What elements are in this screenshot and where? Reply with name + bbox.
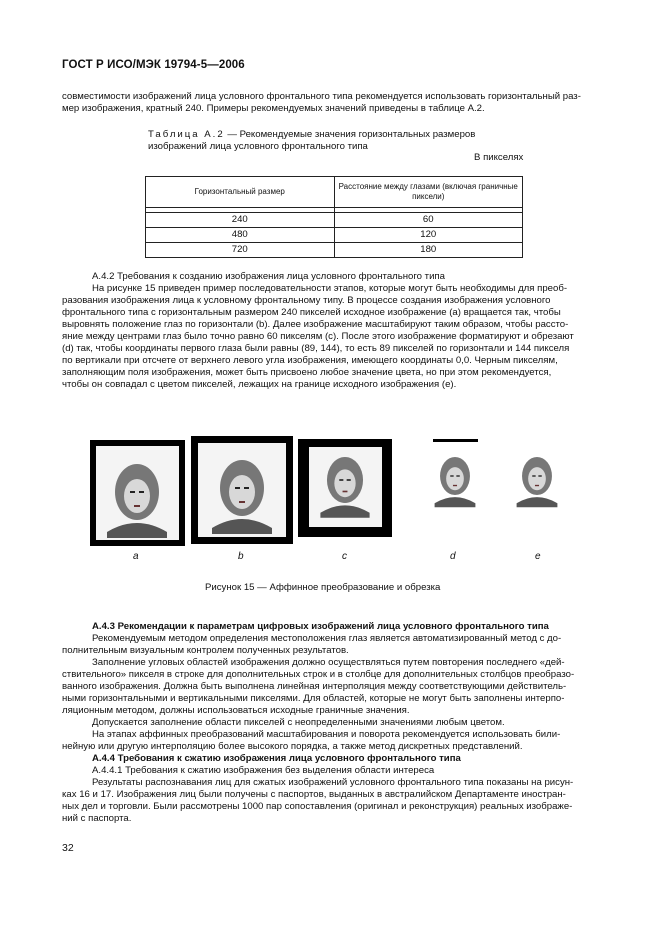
figure-label-a: a [133,551,139,562]
table-row [146,213,523,228]
a43-p2-line: ванного изображения. Должна быть выполнена линейная интерполяция между соответствующими действитель- [62,681,567,692]
a44-line: ных дел и торговли. Были рассмотрены 1000 пар сопоставления (оригинал и реконструкция) реальных изображе- [62,801,573,812]
table-cell: 120 [334,228,523,243]
table-header-eye-distance: Расстояние между глазами (включая граничные пиксели) [334,177,523,208]
figure-15-affine-transform [0,420,661,550]
a44-line: ний с паспорта. [62,813,132,824]
a42-line: яние между центрами глаз было точно равно 60 пикселям (с). После этого изображение форматируют и обрезают [62,331,574,342]
table-caption [148,129,475,153]
a43-p1-line: полнительным визуальным контролем полученных результатов. [62,645,349,656]
figure-image-d [433,439,478,507]
a42-line: (d) так, чтобы координаты первого глаза были равны (89, 144), то есть 89 пикселей по горизонтали и 144 пикселя [62,343,570,354]
page-number: 32 [62,842,74,854]
a43-p2-line: Заполнение угловых областей изображения должно осуществляться путем повторения последнего «дей- [92,657,565,668]
a43-p4-line: нейную или другую интерполяцию более высокого порядка, а также метод дискретных представлений. [62,741,523,752]
a42-line: чтобы он совпадал с цветом пикселей, лежащих на границе исходного изображения (е). [62,379,457,390]
a42-line: разования изображения лица к условному фронтальному типу. В процессе создания изображения условного [62,295,551,306]
table-caption-line-2: изображений лица условного фронтального типа [148,141,368,152]
document-header: ГОСТ Р ИСО/МЭК 19794-5—2006 [62,59,245,71]
a42-line: заполняющим поля изображения, может быть присвоено любое значение цвета, но при этом рекомендуется, [62,367,552,378]
a43-p4-line: На этапах аффинных преобразований масштабирования и поворота рекомендуется использовать били- [92,729,561,740]
figure-label-b: b [238,551,244,562]
figure-label-d: d [450,551,456,562]
figure-label-e: e [535,551,541,562]
table-header-horizontal-size: Горизонтальный размер [146,177,335,208]
a43-p2-line: ляционным методом, должны использоваться исходные граничные значения. [62,705,410,716]
intro-line-1: совместимости изображений лица условного фронтального типа рекомендуется использовать горизонтальный раз- [62,91,581,102]
table-units: В пикселях [474,152,524,163]
section-a441-title: А.4.4.1 Требования к сжатию изображения без выделения области интереса [92,765,435,776]
a43-p1-line: Рекомендуемым методом определения местоположения глаз является автоматизированный метод с до- [92,633,562,644]
figure-caption: Рисунок 15 — Аффинное преобразование и обрезка [205,582,441,593]
a42-line: выровнять положение глаз по горизонтали (b). Далее изображение масштабируют таким образом, чтобы рассто- [62,319,569,330]
a42-line: по вертикали при отсчете от верхнего левого угла изображения, имеющего координаты 0,0. Черным пикселям, [62,355,558,366]
table-cell: 180 [334,243,523,258]
figure-image-c [298,439,392,537]
table-cell: 240 [146,213,335,228]
a42-line: На рисунке 15 приведен пример последовательности этапов, которые могут быть необходимы для преоб- [92,283,568,294]
figure-image-a [90,440,185,546]
recommended-values-table [145,176,523,258]
a44-line: Результаты распознавания лиц для сжатых изображений условного фронтального типа показаны на рисун- [92,777,574,788]
section-a43-title: А.4.3 Рекомендации к параметрам цифровых изображений лица условного фронтального типа [92,621,549,632]
figure-image-b [191,436,293,544]
table-cell: 720 [146,243,335,258]
a42-line: фронтального типа с горизонтальным размером 240 пикселей исходное изображение (а) вращается так, чтобы [62,307,561,318]
section-a42-title: А.4.2 Требования к созданию изображения лица условного фронтального типа [92,271,445,282]
table-cell: 60 [334,213,523,228]
a43-p2-line: ными горизонтальными и вертикальными пикселями. Для областей, которые не могут быть заполнены интерпо- [62,693,565,704]
intro-line-2: мер изображения, кратный 240. Примеры рекомендуемых значений приведены в таблице А.2. [62,103,485,114]
a44-line: ках 16 и 17. Изображения лиц были получены с паспортов, выданных в австралийском Департаменте иностран- [62,789,566,800]
table-cell: 480 [146,228,335,243]
figure-image-e [517,457,558,507]
table-caption-label: Таблица А.2 [148,129,225,140]
a43-p2-line: ствительного» пикселя в строке для дополнительных строк и в столбце для дополнительных столбцов преобразо- [62,669,575,680]
table-row [146,228,523,243]
section-a44-title: А.4.4 Требования к сжатию изображения лица условного фронтального типа [92,753,461,764]
figure-label-c: c [342,551,347,562]
table-caption-line-1: — Рекомендуемые значения горизонтальных размеров [224,129,476,140]
a43-p3-line: Допускается заполнение области пикселей с неопределенными значениями любым цветом. [92,717,505,728]
table-row [146,243,523,258]
